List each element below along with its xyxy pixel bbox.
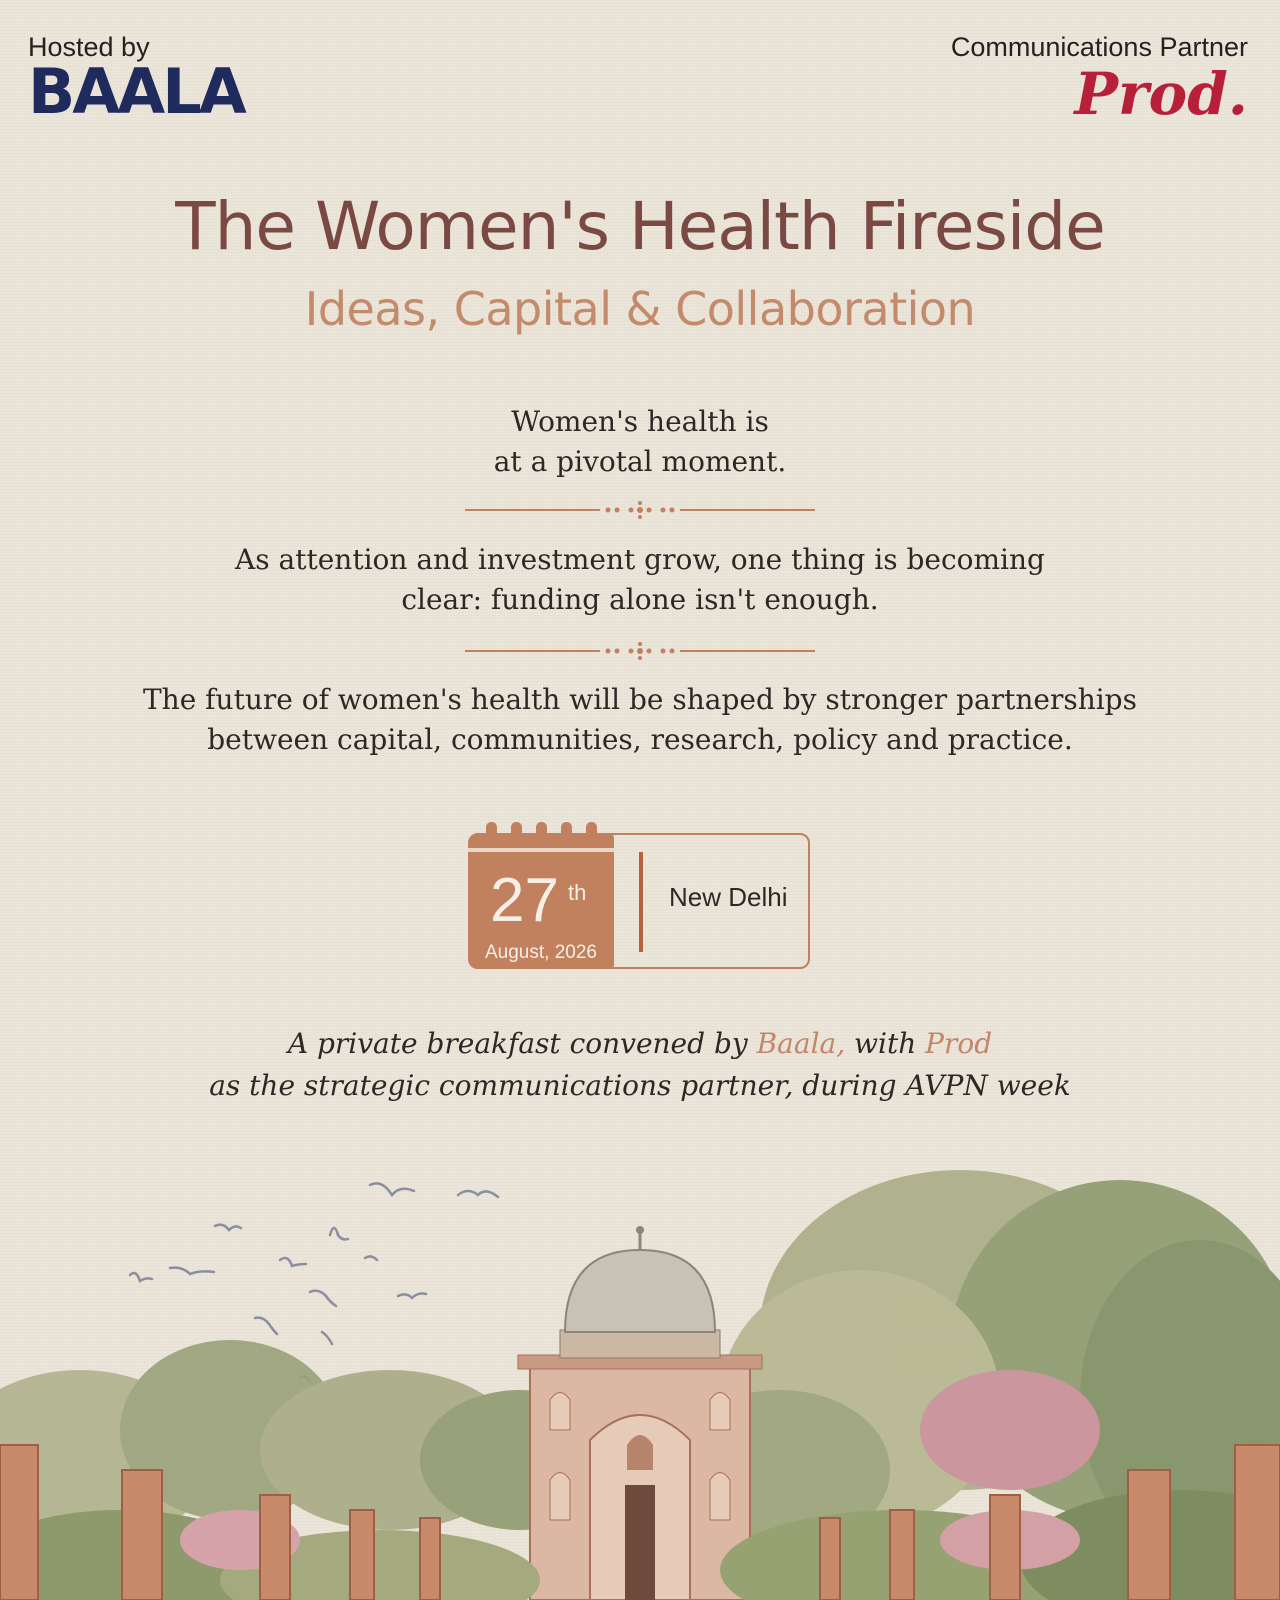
future-paragraph xyxy=(0,680,1280,760)
event-subtitle: Ideas, Capital & Collaboration xyxy=(304,282,976,336)
event-month-year: August, 2026 xyxy=(485,942,597,963)
closing-mid: with xyxy=(845,1027,926,1060)
intro-line-1: Women's health is xyxy=(511,405,769,438)
closing-partner-name: Prod xyxy=(925,1027,993,1060)
event-day: 27 xyxy=(490,866,559,935)
prod-logo: Prod. xyxy=(1074,60,1248,128)
event-city: New Delhi xyxy=(669,882,788,912)
date-separator xyxy=(639,852,643,952)
funding-line-1: As attention and investment grow, one thing is becoming xyxy=(235,543,1045,576)
calendar-ring xyxy=(561,822,572,838)
funding-line-2: clear: funding alone isn't enough. xyxy=(401,583,879,616)
calendar-ring xyxy=(486,822,497,838)
future-line-2: between capital, communities, research, policy and practice. xyxy=(207,723,1073,756)
ornament-divider xyxy=(465,500,815,520)
monument-icon xyxy=(518,1226,762,1600)
host-block xyxy=(28,32,244,128)
closing-note xyxy=(0,1023,1280,1107)
calendar-ring xyxy=(511,822,522,838)
closing-prefix: A private breakfast convened by xyxy=(287,1027,757,1060)
baala-logo: BAALA xyxy=(28,55,244,128)
calendar-ring xyxy=(586,822,597,838)
calendar-strip xyxy=(468,848,614,852)
intro-paragraph xyxy=(0,402,1280,482)
monument-garden-illustration xyxy=(0,1100,1280,1600)
calendar-icon xyxy=(468,822,614,969)
event-day-suffix: th xyxy=(568,880,587,905)
calendar-ring xyxy=(536,822,547,838)
partner-block xyxy=(950,32,1248,128)
intro-line-2: at a pivotal moment. xyxy=(493,445,787,478)
future-line-1: The future of women's health will be shaped by stronger partnerships xyxy=(143,683,1137,716)
event-title: The Women's Health Fireside xyxy=(175,188,1105,265)
closing-line-2: as the strategic communications partner, during AVPN week xyxy=(209,1069,1071,1102)
communications-partner-label: Communications Partner xyxy=(950,32,1248,62)
closing-line-1 xyxy=(0,1023,1280,1065)
funding-paragraph xyxy=(0,540,1280,620)
ornament-divider xyxy=(465,641,815,661)
hosted-by-label: Hosted by xyxy=(28,32,150,62)
closing-host-name: Baala, xyxy=(756,1027,846,1060)
